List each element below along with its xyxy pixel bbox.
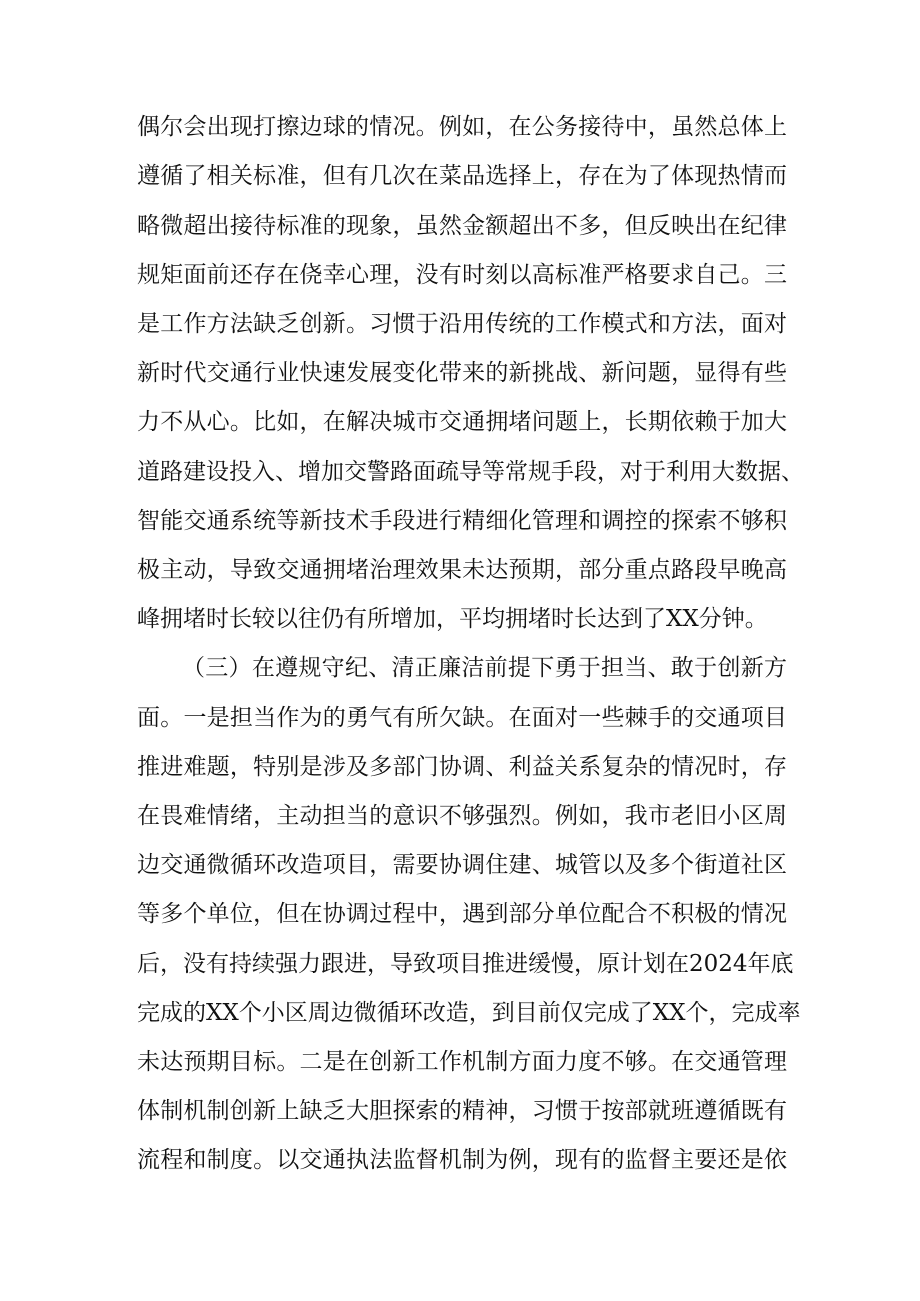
text-line: 等多个单位，但在协调过程中，遇到部分单位配合不积极的情况 — [137, 901, 787, 927]
text-line: 完成的XX个小区周边微循环改造，到目前仅完成了XX个，完成率 — [137, 1000, 801, 1026]
text-line: 流程和制度。以交通执法监督机制为例，现有的监督主要还是依 — [137, 1147, 787, 1173]
section-heading-line: （三）在遵规守纪、清正廉洁前提下勇于担当、敢于创新方 — [182, 655, 787, 681]
text-line: 后，没有持续强力跟进，导致项目推进缓慢，原计划在2024年底 — [137, 951, 794, 977]
text-line: 在畏难情绪，主动担当的意识不够强烈。例如，我市老旧小区周 — [137, 803, 787, 829]
text-line: 是工作方法缺乏创新。习惯于沿用传统的工作模式和方法，面对 — [137, 311, 787, 337]
text-line: 极主动，导致交通拥堵治理效果未达预期，部分重点路段早晚高 — [137, 557, 787, 583]
text-line: 智能交通系统等新技术手段进行精细化管理和调控的探索不够积 — [137, 508, 787, 534]
text-line: 未达预期目标。二是在创新工作机制方面力度不够。在交通管理 — [137, 1049, 787, 1075]
text-line: 边交通微循环改造项目，需要协调住建、城管以及多个街道社区 — [137, 852, 787, 878]
text-line: 推进难题，特别是涉及多部门协调、利益关系复杂的情况时，存 — [137, 754, 787, 780]
text-line: 体制机制创新上缺乏大胆探索的精神，习惯于按部就班遵循既有 — [137, 1098, 787, 1124]
text-line: 偶尔会出现打擦边球的情况。例如，在公务接待中，虽然总体上 — [137, 114, 787, 140]
text-line: 力不从心。比如，在解决城市交通拥堵问题上，长期依赖于加大 — [137, 409, 787, 435]
text-line: 面。一是担当作为的勇气有所欠缺。在面对一些棘手的交通项目 — [137, 705, 787, 731]
text-line: 新时代交通行业快速发展变化带来的新挑战、新问题，显得有些 — [137, 360, 787, 386]
text-line: 规矩面前还存在侥幸心理，没有时刻以高标准严格要求自己。三 — [137, 262, 787, 288]
text-line: 峰拥堵时长较以往仍有所增加，平均拥堵时长达到了XX分钟。 — [137, 606, 768, 632]
text-line: 遵循了相关标准，但有几次在菜品选择上，存在为了体现热情而 — [137, 163, 787, 189]
text-line: 道路建设投入、增加交警路面疏导等常规手段，对于利用大数据、 — [137, 459, 804, 485]
text-line: 略微超出接待标准的现象，虽然金额超出不多，但反映出在纪律 — [137, 213, 787, 239]
